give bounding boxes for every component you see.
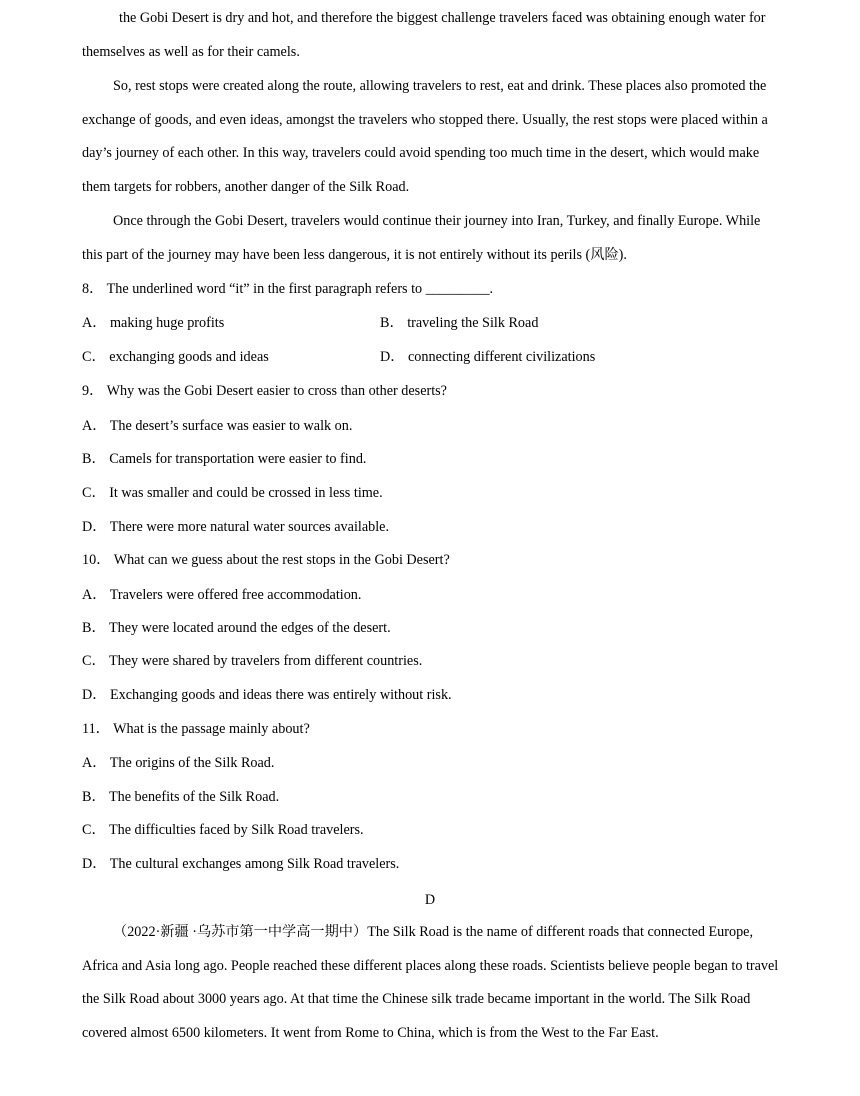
option-text: The desert’s surface was easier to walk on.: [109, 418, 353, 434]
option-label: B．: [82, 620, 106, 636]
option-label: A．: [82, 755, 107, 771]
q8-option-a: [82, 313, 224, 333]
q9-option-b: [82, 449, 366, 469]
q11-option-b: [82, 787, 279, 807]
option-text: The difficulties faced by Silk Road travelers.: [108, 822, 364, 838]
option-text: The origins of the Silk Road.: [109, 755, 275, 771]
option-label: C．: [82, 822, 106, 838]
option-text: exchanging goods and ideas: [109, 349, 269, 365]
option-text: They were shared by travelers from different countries.: [108, 653, 423, 669]
option-label: B．: [82, 789, 106, 805]
q11-option-c: [82, 820, 364, 840]
passage-c-paragraph-2: So, rest stops were created along the route, allowing travelers to rest, eat and drink. These places also promoted the exchange of goods, and even ideas, amongst the travelers who stopped there. Usually, the rest stops were placed within a day’s journey of each other. In this way, travelers could avoid spending too much time in the desert, which would make them targets for robbers, another danger of the Silk Road.: [82, 78, 768, 195]
option-text: Travelers were offered free accommodation.: [109, 587, 362, 603]
option-text: Camels for transportation were easier to find.: [109, 451, 367, 467]
passage-d-paragraph-1: [82, 916, 782, 1050]
option-text: traveling the Silk Road: [407, 315, 539, 331]
option-label: A．: [82, 418, 107, 434]
passage-c-paragraph-3: Once through the Gobi Desert, travelers would continue their journey into Iran, Turkey, and finally Europe. While this part of the journey may have been less dangerous, it is not entirely without its perils (风险).: [82, 213, 761, 263]
q9-option-a: [82, 416, 352, 436]
option-text: making huge profits: [109, 315, 225, 331]
option-label: D．: [82, 519, 107, 535]
option-label: A．: [82, 587, 107, 603]
option-label: C．: [82, 349, 106, 365]
passage-d-heading: D: [424, 892, 436, 908]
passage-d-text: The Silk Road is the name of different roads that connected Europe, Africa and Asia long ago. People reached these different places along these roads. Scientists believe people began to travel the Silk Road about 3000 years ago. At that time the Chinese silk trade became important in the world. The Silk Road covered almost 6500 kilometers. It went from Rome to China, which is from the West to the Far East.: [82, 924, 779, 1041]
question-number: 11．: [82, 721, 110, 737]
option-label: C．: [82, 485, 106, 501]
option-label: B．: [82, 451, 106, 467]
q8-option-c: [82, 347, 269, 367]
passage-c-paragraph-1: the Gobi Desert is dry and hot, and therefore the biggest challenge travelers faced was obtaining enough water for themselves as well as for their camels.: [82, 10, 766, 60]
option-text: connecting different civilizations: [407, 349, 596, 365]
question-9: [82, 381, 447, 401]
question-text: The underlined word “it” in the first paragraph refers to _________.: [106, 281, 494, 297]
question-number: 9．: [82, 383, 104, 399]
q10-option-b: [82, 618, 391, 638]
q11-option-a: [82, 753, 274, 773]
q10-option-a: [82, 585, 361, 605]
question-text: Why was the Gobi Desert easier to cross than other deserts?: [106, 383, 447, 399]
q11-option-d: [82, 854, 399, 874]
option-text: They were located around the edges of the desert.: [108, 620, 391, 636]
q9-option-c: [82, 483, 383, 503]
question-11: [82, 719, 310, 739]
option-text: There were more natural water sources available.: [109, 519, 390, 535]
option-text: It was smaller and could be crossed in less time.: [109, 485, 383, 501]
q9-option-d: [82, 517, 389, 537]
q10-option-c: [82, 651, 422, 671]
option-label: A．: [82, 315, 107, 331]
passage-d-source: （2022·新疆 ·乌苏市第一中学高一期中）: [113, 924, 368, 940]
q8-option-b: [380, 313, 538, 333]
q10-option-d: [82, 685, 452, 705]
question-text: What is the passage mainly about?: [113, 721, 310, 737]
option-text: Exchanging goods and ideas there was entirely without risk.: [109, 687, 452, 703]
q8-option-d: [380, 347, 595, 367]
option-label: B．: [380, 315, 404, 331]
question-10: [82, 550, 450, 570]
question-number: 8．: [82, 281, 104, 297]
option-text: The cultural exchanges among Silk Road travelers.: [109, 856, 400, 872]
option-label: C．: [82, 653, 106, 669]
option-label: D．: [82, 856, 107, 872]
question-text: What can we guess about the rest stops in the Gobi Desert?: [113, 552, 450, 568]
option-label: D．: [380, 349, 405, 365]
option-text: The benefits of the Silk Road.: [108, 789, 280, 805]
option-label: D．: [82, 687, 107, 703]
question-number: 10．: [82, 552, 111, 568]
question-8: [82, 279, 493, 299]
